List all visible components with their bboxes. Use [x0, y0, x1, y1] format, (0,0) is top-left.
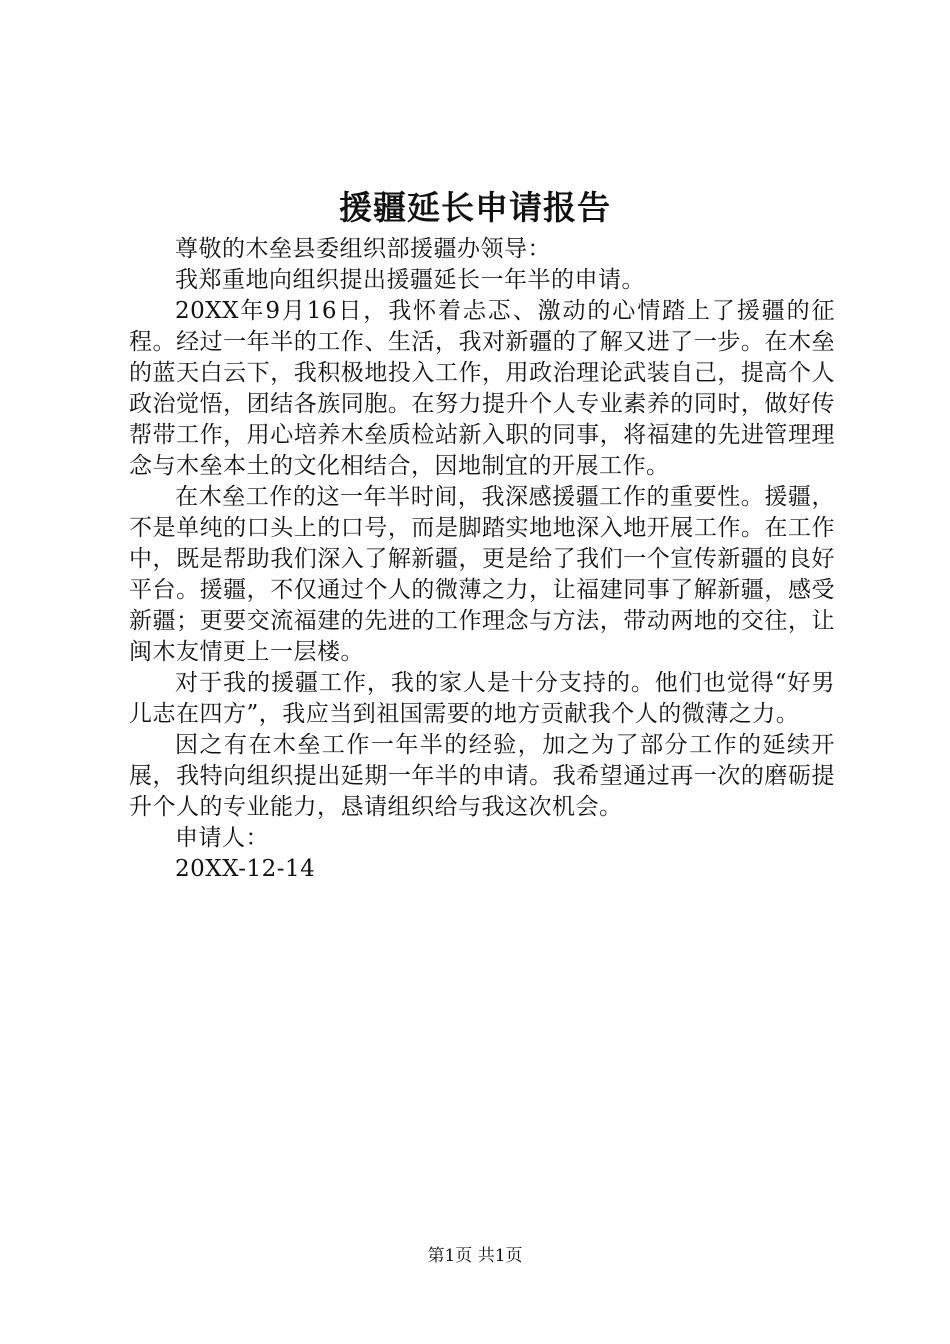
- applicant-label: 申请人：: [175, 825, 269, 851]
- salutation: 尊敬的木垒县委组织部援疆办领导：: [175, 236, 551, 262]
- paragraph-4: 对于我的援疆工作，我的家人是十分支持的。他们也觉得“好男儿志在四方”，我应当到祖国需要的地方贡献我个人的微薄之力。: [129, 670, 835, 727]
- paragraph-5: 因之有在木垒工作一年半的经验，加之为了部分工作的延续开展，我特向组织提出延期一年半的申请。我希望通过再一次的磨砺提升个人的专业能力，恳请组织给与我这次机会。: [129, 732, 835, 820]
- paragraph-2: 20XX年9月16日，我怀着忐忑、激动的心情踏上了援疆的征程。经过一年半的工作、生活，我对新疆的了解又进了一步。在木垒的蓝天白云下，我积极地投入工作，用政治理论武装自己，提高个人政治觉悟，团结各族同胞。在努力提升个人专业素养的同时，做好传帮带工作，用心培养木垒质检站新入职的同事，将福建的先进管理理念与木垒本土的文化相结合，因地制宜的开展工作。: [129, 298, 835, 479]
- document-body: [129, 234, 835, 885]
- paragraph-1: 我郑重地向组织提出援疆延长一年半的申请。: [175, 267, 645, 293]
- paragraph-3: 在木垒工作的这一年半时间，我深感援疆工作的重要性。援疆，不是单纯的口头上的口号，而是脚踏实地地深入地开展工作。在工作中，既是帮助我们深入了解新疆，更是给了我们一个宣传新疆的良好平台。援疆，不仅通过个人的微薄之力，让福建同事了解新疆，感受新疆；更要交流福建的先进的工作理念与方法，带动两地的交往，让闽木友情更上一层楼。: [129, 484, 835, 665]
- application-date: 20XX-12-14: [175, 856, 316, 882]
- page-footer: 第1页 共1页: [427, 1246, 523, 1266]
- document-title: 援疆延长申请报告: [339, 188, 611, 227]
